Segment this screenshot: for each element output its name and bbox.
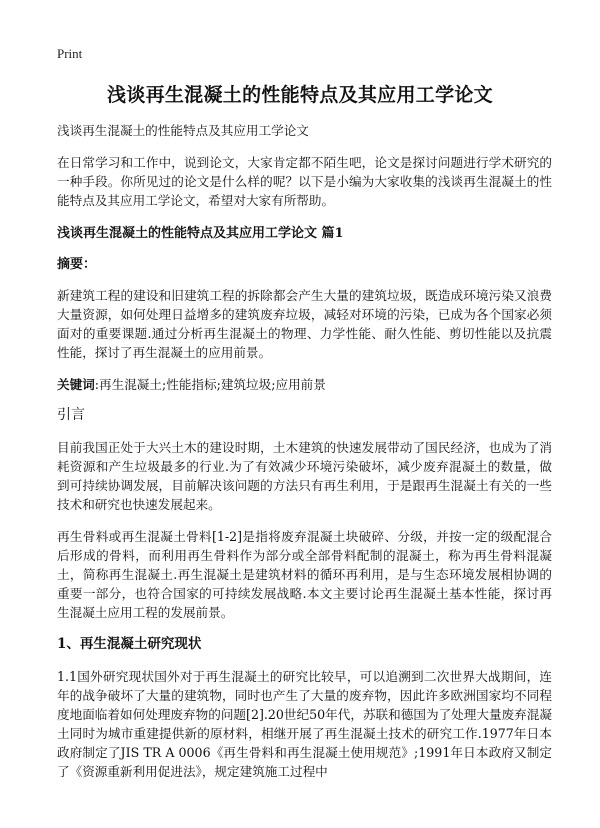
abstract-label: 摘要：	[57, 257, 97, 272]
body-paragraph-1: 目前我国正处于大兴土木的建设时期，土木建筑的快速发展带动了国民经济，也成为了消耗资源和产生垃圾最多的行业.为了有效减少环境污染破坏，减少废弃混凝土的数量，做到可持续协调发展，目前解决该问题的方法只有再生利用，于是跟再生混凝土有关的一些技术和研究也快速发展起来。	[57, 440, 552, 512]
body-paragraph-3: 1.1国外研究现状国外对于再生混凝土的研究比较早，可以追溯到二次世界大战期间，连年的战争破坏了大量的建筑物，同时也产生了大量的废弃物，因此许多欧洲国家均不同程度地面临着如何处理废弃物的问题[2].20世纪50年代，苏联和德国为了处理大量废弃混凝土同时为城市重建提供新的原材料，相继开展了再生混凝土技术的研究工作.1977年日本政府制定了JIS TR A 0006《再生骨料和再生混凝土使用规范》;1991年日本政府又制定了《资源重新利用促进法》，规定建筑施工过程中	[57, 669, 552, 779]
print-label[interactable]: Print	[57, 46, 83, 61]
heading-research-status: 1、再生混凝土研究现状	[57, 636, 202, 652]
intro-heading: 引言	[57, 407, 85, 423]
document-body	[57, 121, 552, 781]
body-paragraph-2: 再生骨料或再生混凝土骨料[1-2]是指将废弃混凝土块破碎、分级，并按一定的级配混合后形成的骨料，而利用再生骨料作为部分或全部骨料配制的混凝土，称为再生骨料混凝土，简称再生混凝土.再生混凝土是建筑材料的循环再利用，是与生态环境发展相协调的重要一部分，也符合国家的可持续发展战略.本文主要讨论再生混凝土基本性能，探讨再生混凝土应用工程的发展前景。	[57, 529, 552, 620]
intro-paragraph: 在日常学习和工作中，说到论文，大家肯定都不陌生吧，论文是探讨问题进行学术研究的一种手段。你所见过的论文是什么样的呢？以下是小编为大家收集的浅谈再生混凝土的性能特点及其应用工学论文，希望对大家有所帮助。	[57, 155, 552, 208]
keywords-label: 关键词	[57, 377, 95, 392]
keywords-text: :再生混凝土;性能指标;建筑垃圾;应用前景	[94, 377, 326, 392]
document-title: 浅谈再生混凝土的性能特点及其应用工学论文	[106, 84, 493, 106]
section-heading: 浅谈再生混凝土的性能特点及其应用工学论文 篇1	[57, 226, 344, 241]
keywords-line	[57, 375, 552, 394]
document-subtitle: 浅谈再生混凝土的性能特点及其应用工学论文	[57, 123, 309, 138]
abstract-text: 新建筑工程的建设和旧建筑工程的拆除都会产生大量的建筑垃圾，既造成环境污染又浪费大量资源，如何处理日益增多的建筑废弃垃圾，减轻对环境的污染，已成为各个国家必须面对的重要课题.通过分析再生混凝土的物理、力学性能、耐久性能、剪切性能以及抗震性能，探讨了再生混凝土的应用前景。	[57, 288, 552, 360]
